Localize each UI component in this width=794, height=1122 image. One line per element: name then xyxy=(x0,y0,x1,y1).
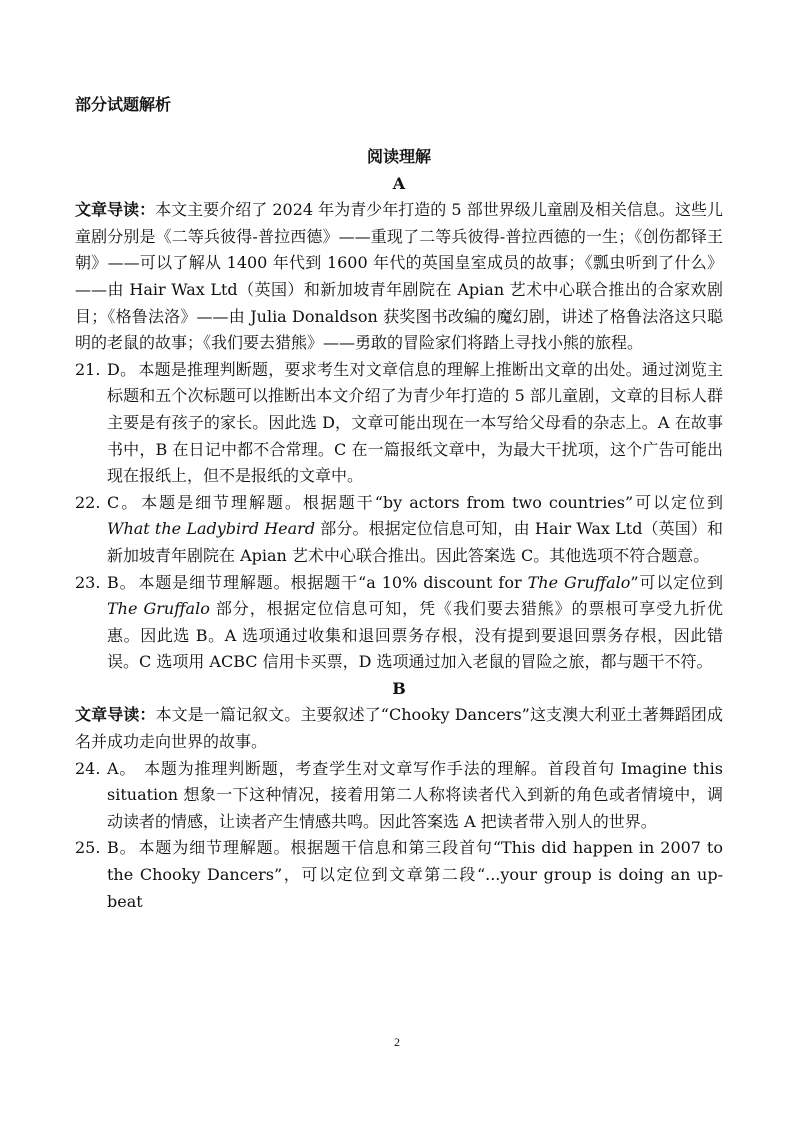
question-25-explanation xyxy=(75,835,723,915)
question-22-text-1: 本题是细节理解题。根据题干“by actors from two countries”可以定位到 xyxy=(141,492,723,512)
question-24-text: 本题为推理判断题，考查学生对文章写作手法的理解。首段首句 Imagine this situation 想象一下这种情况，接着用第二人称将读者代入到新的角色或者情境中，调动读者的情感，让读者产生情感共鸣。因此答案选 A 把读者带入别人的世界。 xyxy=(107,758,723,831)
part-a-letter: A xyxy=(392,173,406,193)
question-23-title-italic-2: The Gruffalo xyxy=(107,599,210,619)
question-23-explanation xyxy=(75,570,723,676)
question-25-number: 25. xyxy=(75,838,101,858)
page-number: 2 xyxy=(394,1035,400,1049)
question-21-number: 21. xyxy=(75,359,101,379)
part-b-intro-text: 本文是一篇记叙文。主要叙述了“Chooky Dancers”这支澳大利亚土著舞蹈团成名并成功走向世界的故事。 xyxy=(75,705,723,752)
question-24-answer: A。 xyxy=(107,758,137,778)
question-22-title-italic: What the Ladybird Heard xyxy=(107,519,316,539)
part-b-letter: B xyxy=(392,678,406,698)
question-23-title-italic-1: The Gruffalo xyxy=(527,572,631,592)
question-21-answer: D。 xyxy=(107,359,137,379)
question-24-number: 24. xyxy=(75,758,101,778)
question-22-explanation xyxy=(75,490,723,570)
question-21-text: 本题是推理判断题，要求考生对文章信息的理解上推断出文章的出处。通过浏览主标题和五个次标题可以推断出本文介绍了为青少年打造的 5 部儿童剧，文章的目标人群主要是有孩子的家长。因此选 D，文章可能出现在一本写给父母看的杂志上。A 在故事书中，B 在日记中都不合常理。C 在一篇报纸文章中，为最大干扰项，这个广告可能出现在报纸上，但不是报纸的文章中。 xyxy=(107,359,723,486)
document-body xyxy=(75,144,723,915)
question-22-text-2: 部分。根据定位信息可知，由 Hair Wax Ltd（英国）和新加坡青年剧院在 Apian 艺术中心联合推出。因此答案选 C。其他选项不符合题意。 xyxy=(107,519,723,565)
part-a-intro-label: 文章导读： xyxy=(75,200,156,220)
section-title-reading: 阅读理解 xyxy=(366,147,431,166)
part-b-intro-label: 文章导读： xyxy=(75,705,156,725)
part-a-intro-text: 本文主要介绍了 2024 年为青少年打造的 5 部世界级儿童剧及相关信息。这些儿童剧分别是《二等兵彼得-普拉西德》——重现了二等兵彼得-普拉西德的一生；《创伤都铎王朝》——可以了解从 1400 年代到 1600 年代的英国皇室成员的故事；《瓢虫听到了什么》——由 Hair Wax Ltd（英国）和新加坡青年剧院在 Apian 艺术中心联合推出的合家欢剧目；《格鲁法洛》——由 Julia Donaldson 获奖图书改编的魔幻剧，讲述了格鲁法洛这只聪明的老鼠的故事；《我们要去猎熊》——勇敢的冒险家们将踏上寻找小熊的旅程。 xyxy=(75,200,723,353)
part-a-intro xyxy=(75,197,723,357)
part-b-intro xyxy=(75,702,723,755)
question-23-text-2: ”可以定位到 xyxy=(630,572,723,592)
question-22-number: 22. xyxy=(75,492,101,512)
question-25-answer: B。 xyxy=(107,838,137,858)
question-21-explanation xyxy=(75,357,723,490)
question-23-text-1: 本题是细节理解题。根据题干“a 10% discount for xyxy=(138,572,528,592)
question-23-answer: B。 xyxy=(107,572,137,592)
question-23-number: 23. xyxy=(75,572,101,592)
page-heading: 部分试题解析 xyxy=(75,95,172,114)
question-23-text-3: 部分，根据定位信息可知，凭《我们要去猎熊》的票根可享受九折优惠。因此选 B。A 选项通过收集和退回票务存根，没有提到要退回票务存根，因此错误。C 选项用 ACBC 信用卡买票，D 选项通过加入老鼠的冒险之旅，都与题干不符。 xyxy=(107,599,723,672)
question-22-answer: C。 xyxy=(107,492,140,512)
question-25-text: 本题为细节理解题。根据题干信息和第三段首句“This did happen in 2007 to the Chooky Dancers”，可以定位到文章第二段“...your group is doing an up-beat xyxy=(107,838,723,911)
question-24-explanation xyxy=(75,756,723,836)
